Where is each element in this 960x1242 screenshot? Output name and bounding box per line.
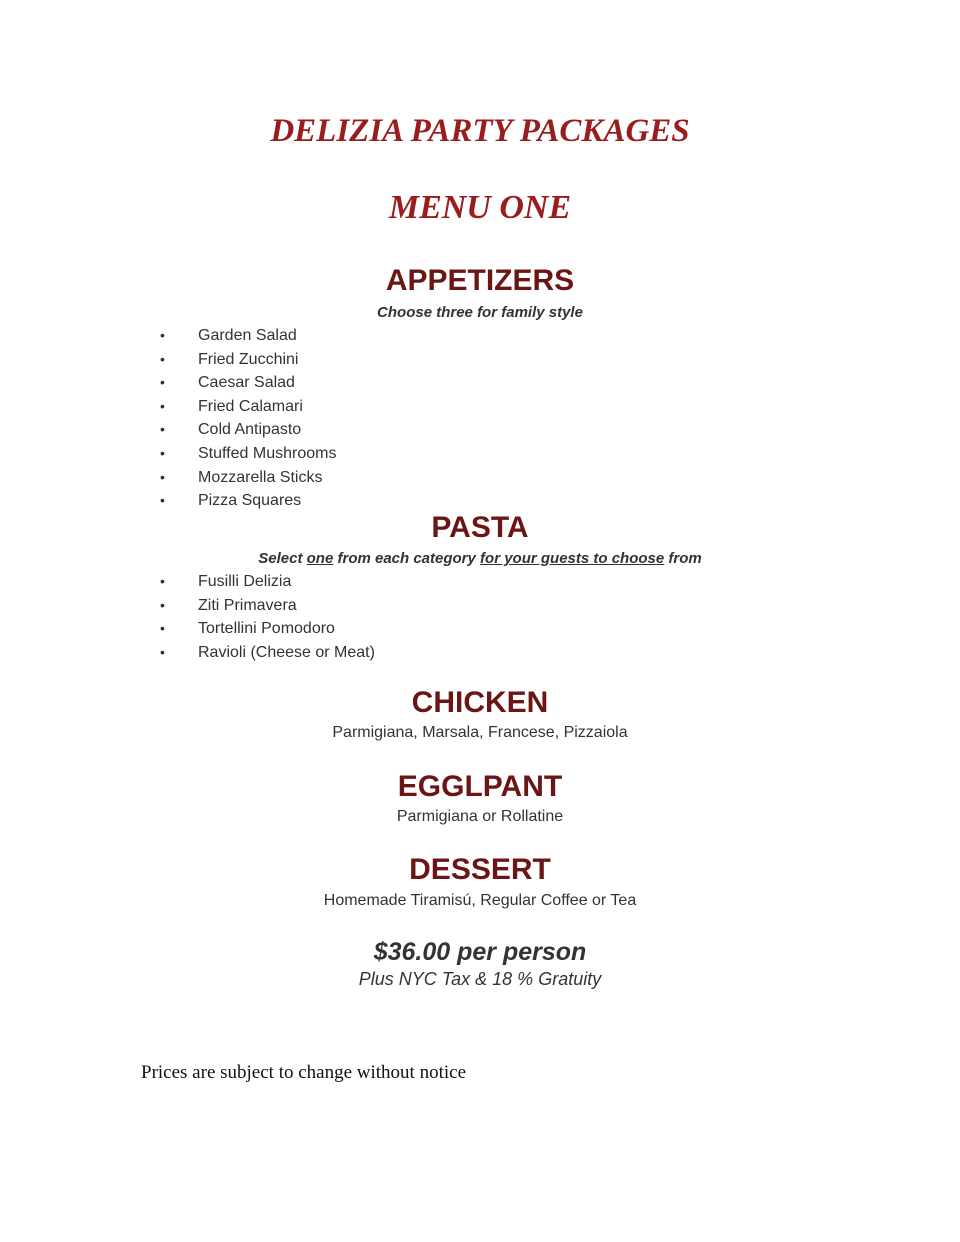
eggplant-description: Parmigiana or Rollatine	[396, 808, 564, 825]
pasta-note-text: from	[664, 550, 702, 567]
page-title: DELIZIA PARTY PACKAGES	[270, 113, 690, 149]
bullet-icon: •	[160, 596, 165, 613]
pasta-item: Fusilli Delizia	[198, 573, 292, 590]
pasta-note	[0, 549, 960, 569]
bullet-icon: •	[160, 444, 165, 461]
dessert-heading: DESSERT	[409, 853, 551, 886]
price-note: Plus NYC Tax & 18 % Gratuity	[358, 969, 602, 989]
pasta-item: Ziti Primavera	[198, 596, 297, 614]
appetizer-item: Cold Antipasto	[198, 421, 302, 439]
dessert-description: Homemade Tiramisú, Regular Coffee or Tea	[323, 892, 637, 909]
appetizer-item: Garden Salad	[198, 327, 297, 344]
pasta-heading: PASTA	[431, 511, 529, 544]
price-per-person: $36.00 per person	[373, 938, 587, 966]
appetizer-item: Pizza Squares	[198, 492, 302, 510]
pasta-note-text: Select	[258, 550, 307, 567]
pasta-note-text: from each category	[333, 550, 481, 567]
appetizer-item: Stuffed Mushrooms	[198, 444, 337, 462]
bullet-icon: •	[160, 468, 165, 485]
pasta-item: Ravioli (Cheese or Meat)	[198, 643, 375, 661]
pasta-item: Tortellini Pomodoro	[198, 620, 335, 638]
pasta-note-underlined: for your guests to choose	[480, 550, 665, 567]
chicken-heading: CHICKEN	[411, 686, 549, 719]
bullet-icon: •	[160, 397, 165, 414]
appetizers-heading: APPETIZERS	[385, 264, 575, 297]
appetizer-item: Fried Calamari	[198, 397, 303, 415]
appetizer-item: Fried Zucchini	[198, 350, 299, 368]
bullet-icon: •	[160, 492, 165, 509]
appetizer-item: Caesar Salad	[198, 374, 295, 392]
bullet-icon: •	[160, 327, 165, 343]
bullet-icon: •	[160, 350, 165, 367]
bullet-icon: •	[160, 374, 165, 391]
price-disclaimer: Prices are subject to change without notice	[141, 1062, 467, 1083]
eggplant-heading: EGGLPANT	[397, 770, 563, 803]
pasta-note-underlined: one	[306, 550, 334, 567]
appetizers-note: Choose three for family style	[377, 304, 583, 321]
menu-subtitle: MENU ONE	[388, 189, 572, 226]
bullet-icon: •	[160, 573, 165, 589]
bullet-icon: •	[160, 421, 165, 438]
bullet-icon: •	[160, 620, 165, 637]
appetizer-item: Mozzarella Sticks	[198, 468, 323, 486]
chicken-description: Parmigiana, Marsala, Francese, Pizzaiola	[332, 724, 628, 741]
bullet-icon: •	[160, 643, 165, 660]
